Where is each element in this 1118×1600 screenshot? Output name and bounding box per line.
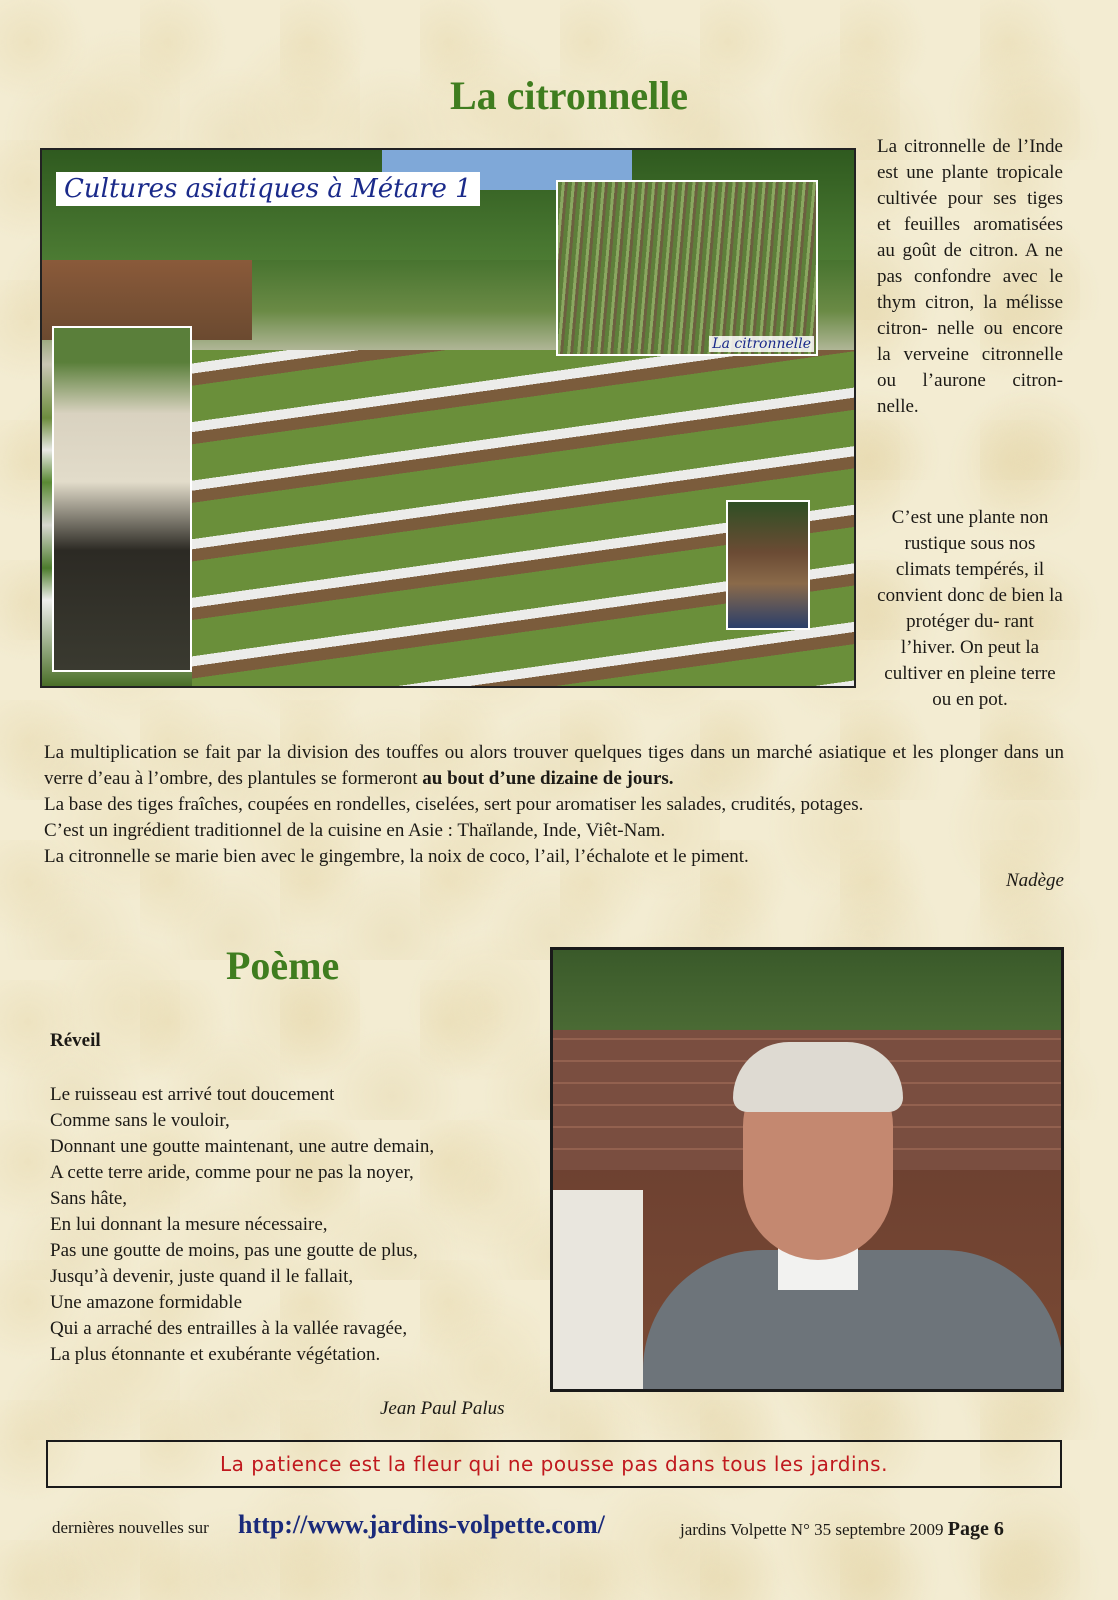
footer-news-label: dernières nouvelles sur: [52, 1518, 209, 1537]
footer-issue-info: [680, 1518, 1004, 1541]
collage-caption: Cultures asiatiques à Métare 1: [56, 172, 480, 206]
lemongrass-inset-photo: [556, 180, 818, 356]
door: [553, 1190, 643, 1390]
article-body: [44, 740, 1064, 870]
quote-text: La patience est la fleur qui ne pousse pas dans tous les jardins.: [220, 1452, 888, 1476]
issue-label: jardins Volpette N° 35 septembre 2009: [680, 1520, 944, 1539]
quote-box: [46, 1440, 1062, 1488]
page-number: Page 6: [947, 1518, 1004, 1540]
poem-line: Qui a arraché des entrailles à la vallée ravagée,: [50, 1318, 408, 1339]
footer-website-link[interactable]: http://www.jardins-volpette.com/: [238, 1510, 605, 1539]
article-signature: Nadège: [1005, 870, 1064, 891]
author-portrait-photo: [550, 947, 1064, 1392]
poem-line: Jusqu’à devenir, juste quand il le fallait,: [50, 1266, 354, 1287]
poem-line: La plus étonnante et exubérante végétation.: [50, 1344, 381, 1365]
hair: [733, 1042, 903, 1112]
poem-author: Jean Paul Palus: [380, 1398, 505, 1419]
body-bold-text: au bout d’une dizaine de jours.: [422, 768, 674, 789]
poem-line: En lui donnant la mesure nécessaire,: [50, 1214, 328, 1235]
poem-text: [50, 1082, 434, 1368]
body-paragraph: La base des tiges fraîches, coupées en rondelles, ciselées, sert pour aromatiser les salades, crudités, potages.: [44, 794, 864, 815]
body-paragraph: [44, 740, 1064, 792]
poem-line: Le ruisseau est arrivé tout doucement: [50, 1084, 335, 1105]
poem-line: A cette terre aride, comme pour ne pas la noyer,: [50, 1162, 414, 1183]
poem-line: Pas une goutte de moins, pas une goutte de plus,: [50, 1240, 418, 1261]
poem-line: Sans hâte,: [50, 1188, 128, 1209]
body-paragraph: La citronnelle se marie bien avec le gingembre, la noix de coco, l’ail, l’échalote et le piment.: [44, 846, 749, 867]
poem-line: Comme sans le vouloir,: [50, 1110, 230, 1131]
poem-section-title: Poème: [226, 943, 340, 988]
poem-line: Une amazone formidable: [50, 1292, 243, 1313]
garden-photo-collage: [40, 148, 856, 688]
intro-paragraph-2: C’est une plante non rustique sous nos climats tempérés, il convient donc de bien la protéger du- rant l’hiver. On peut la cultiver en pleine terre ou en pot.: [877, 507, 1063, 710]
poem-line: Donnant une goutte maintenant, une autre demain,: [50, 1136, 435, 1157]
gardener-portrait-inset: [726, 500, 810, 630]
inset-label: La citronnelle: [709, 336, 814, 352]
body-text: La multiplication se fait par la division des touffes ou alors trouver quelques tiges dans un marché asiatique et les plonger dans un verre d’eau à l’ombre, des plantules se formeront: [44, 742, 1064, 789]
gardener-inset-photo: [52, 326, 192, 672]
intro-paragraph: La citronnelle de l’Inde est une plante tropicale cultivée pour ses tiges et feuilles aromatisées au goût de citron. A ne pas confondre avec le thym citron, la mélisse citron- nelle ou encore la verveine citronnelle ou l’aurone citron- nelle.: [877, 136, 1063, 417]
article-title: La citronnelle: [449, 73, 689, 118]
poem-title: Réveil: [50, 1030, 101, 1051]
body-paragraph: C’est un ingrédient traditionnel de la cuisine en Asie : Thaïlande, Inde, Viêt-Nam.: [44, 820, 666, 841]
